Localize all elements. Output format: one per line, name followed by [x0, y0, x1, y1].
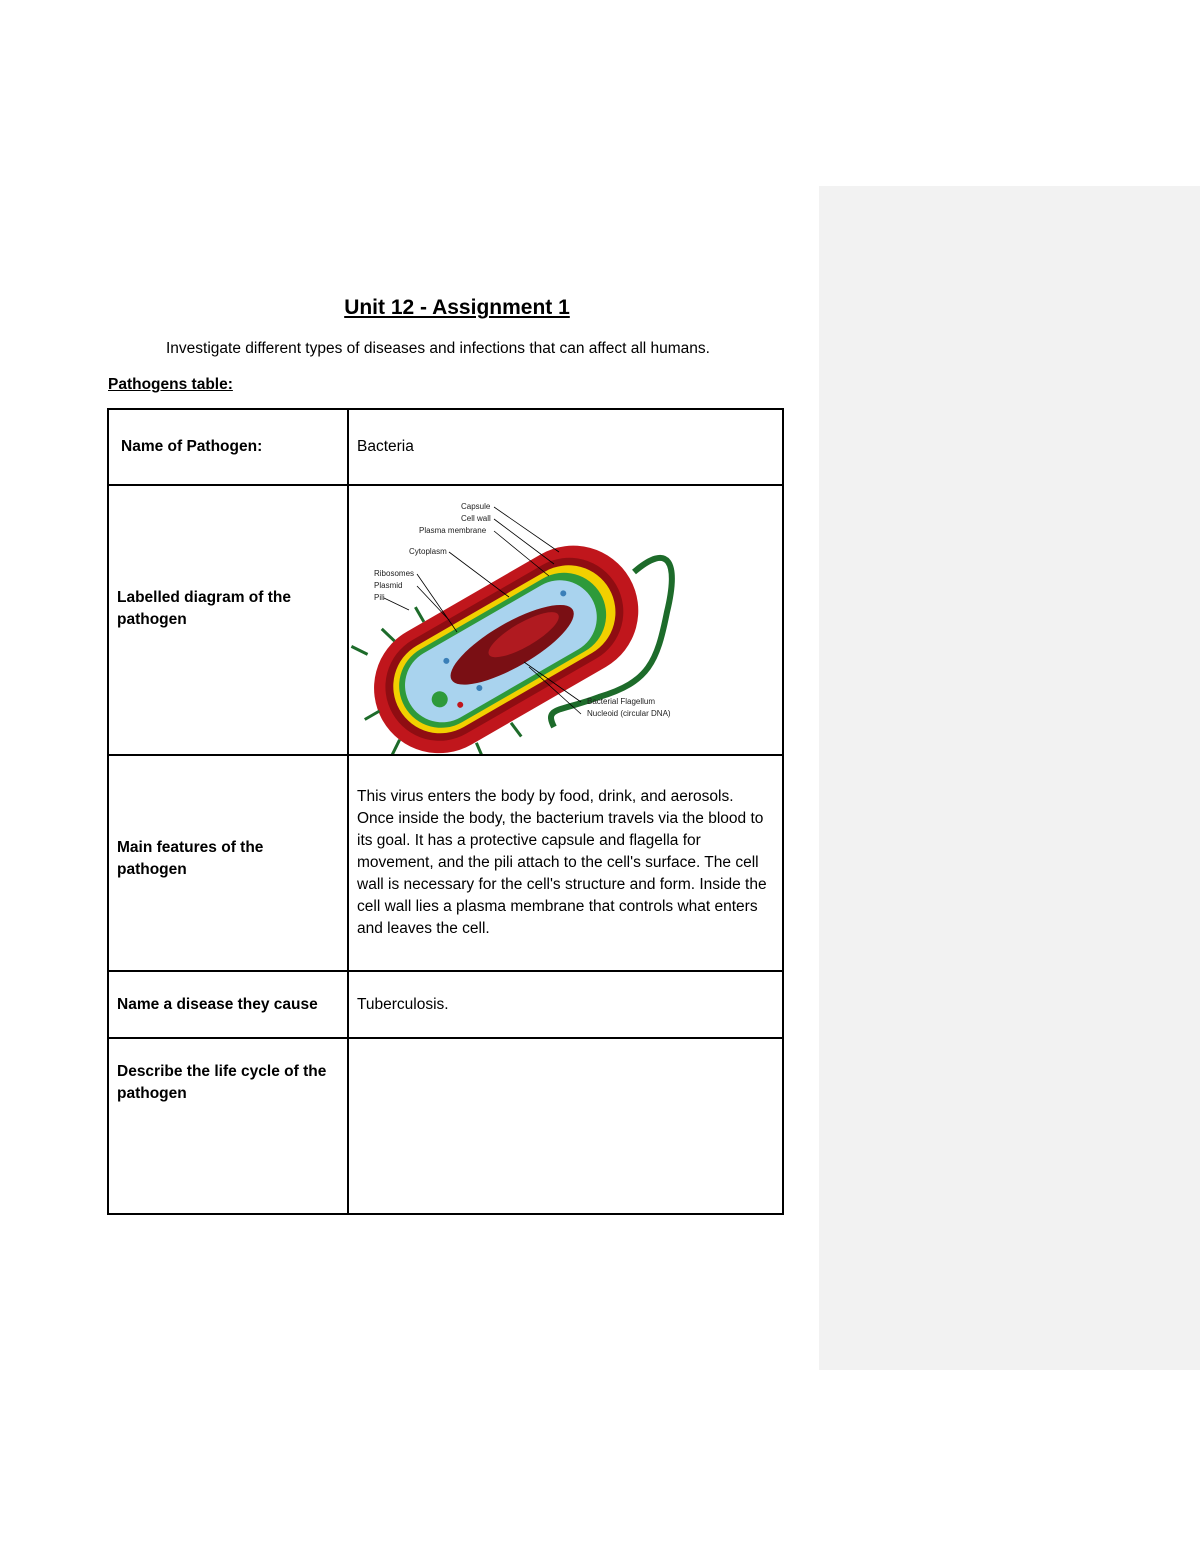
row-label-features [108, 755, 348, 971]
row-label-diagram-text: Labelled diagram of the pathogen [117, 589, 291, 628]
label-nucleoid: Nucleoid (circular DNA) [587, 709, 671, 718]
comment-pane [819, 186, 1200, 1370]
row-label-diagram [108, 485, 348, 755]
pili-shape [351, 641, 367, 659]
page-title: Unit 12 - Assignment 1 [344, 296, 570, 319]
row-value-lifecycle[interactable] [348, 1038, 783, 1214]
table-row [108, 409, 783, 485]
pili-shape [387, 740, 405, 754]
pathogens-table [107, 408, 784, 1215]
label-capsule: Capsule [461, 502, 491, 511]
pili-shape [415, 607, 424, 622]
label-plasma-membrane: Plasma membrane [419, 526, 487, 535]
label-plasmid: Plasmid [374, 581, 403, 590]
pili-shape [382, 626, 395, 643]
row-label-lifecycle-text: Describe the life cycle of the pathogen [117, 1063, 327, 1102]
label-ribosomes: Ribosomes [374, 569, 415, 578]
bacterium-diagram [349, 486, 779, 754]
row-value-name[interactable]: Bacteria [348, 409, 783, 485]
label-pili: Pili [374, 593, 385, 602]
row-label-lifecycle [108, 1038, 348, 1214]
row-label-name: Name of Pathogen: [108, 409, 348, 485]
label-flagellum: Bacterial Flagellum [587, 697, 656, 706]
row-label-disease: Name a disease they cause [108, 971, 348, 1038]
table-row [108, 971, 783, 1038]
table-row [108, 485, 783, 755]
table-row [108, 1038, 783, 1214]
table-heading: Pathogens table: [108, 376, 233, 393]
diagram-cell [348, 485, 783, 755]
pili-shape [365, 711, 380, 720]
pili-shape [511, 722, 521, 738]
row-value-disease[interactable]: Tuberculosis. [348, 971, 783, 1038]
page-subtitle: Investigate different types of diseases and infections that can affect all humans. [166, 340, 710, 357]
pili-shape [475, 743, 485, 754]
label-cell-wall: Cell wall [461, 514, 491, 523]
label-cytoplasm: Cytoplasm [409, 547, 447, 556]
row-label-features-text: Main features of the pathogen [117, 839, 264, 878]
table-row [108, 755, 783, 971]
row-value-features[interactable]: This virus enters the body by food, drink, and aerosols. Once inside the body, the bacterium travels via the blood to its goal. It has a protective capsule and flagella for movement, and the pili attach to the cell's surface. The cell wall is necessary for the cell's structure and form. Inside the cell wall lies a plasma membrane that controls what enters and leaves the cell. [348, 755, 783, 971]
